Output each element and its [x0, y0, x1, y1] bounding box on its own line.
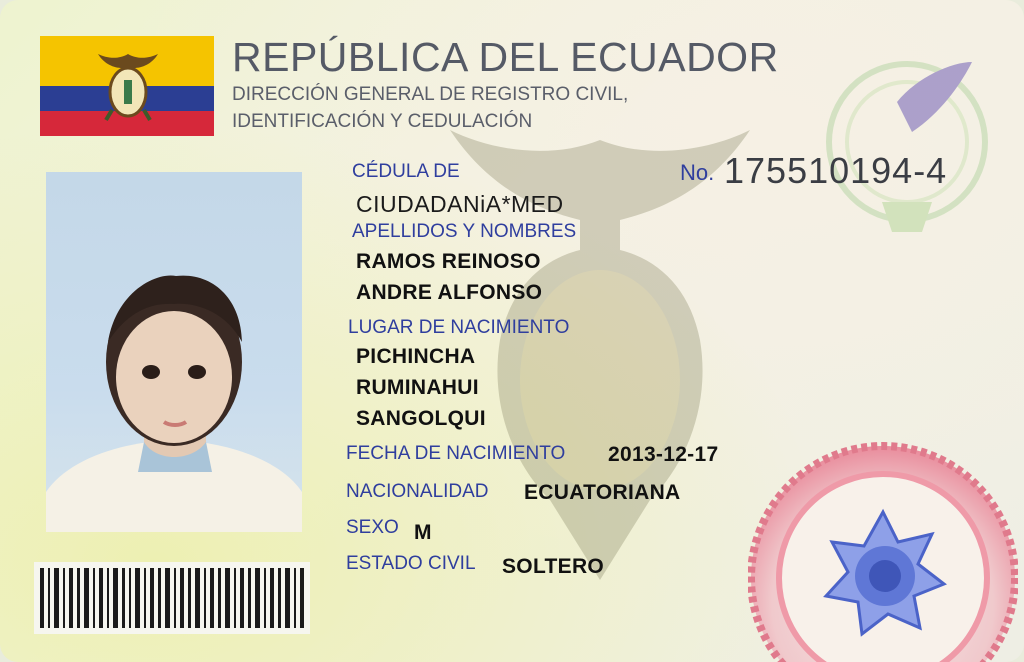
civil-status-label: ESTADO CIVIL — [346, 553, 476, 574]
ecuador-coat-of-arms-icon — [96, 50, 160, 124]
birthdate-label: FECHA DE NACIMIENTO — [346, 443, 566, 464]
security-seal-icon — [748, 438, 1018, 662]
cedula-type: CIUDADANiA*MED — [356, 191, 564, 217]
birthplace-canton: RUMINAHUI — [356, 376, 479, 399]
cedula-label: CÉDULA DE — [352, 161, 460, 182]
agency-line-2: IDENTIFICACIÓN Y CEDULACIÓN — [232, 111, 533, 132]
civil-status-value: SOLTERO — [502, 555, 605, 578]
number-label: No. — [680, 160, 715, 185]
hologram-emblem-icon — [822, 32, 992, 252]
barcode-icon — [34, 562, 310, 634]
sex-value: M — [414, 521, 432, 544]
surnames-value: RAMOS REINOSO — [356, 250, 541, 273]
sex-label: SEXO — [346, 517, 399, 538]
birthplace-province: PICHINCHA — [356, 345, 476, 368]
country-title: REPÚBLICA DEL ECUADOR — [232, 34, 779, 80]
id-number: 175510194-4 — [724, 150, 948, 191]
agency-line-1: DIRECCIÓN GENERAL DE REGISTRO CIVIL, — [232, 84, 629, 105]
given-names-value: ANDRE ALFONSO — [356, 281, 543, 304]
birthdate-value: 2013-12-17 — [608, 443, 719, 466]
birthplace-parish: SANGOLQUI — [356, 407, 486, 430]
holder-photo — [46, 172, 302, 532]
nationality-value: ECUATORIANA — [524, 481, 681, 504]
ecuador-flag — [40, 36, 214, 136]
names-label: APELLIDOS Y NOMBRES — [352, 221, 577, 242]
portrait-icon — [46, 172, 302, 532]
birthplace-label: LUGAR DE NACIMIENTO — [348, 317, 570, 338]
nationality-label: NACIONALIDAD — [346, 481, 489, 502]
